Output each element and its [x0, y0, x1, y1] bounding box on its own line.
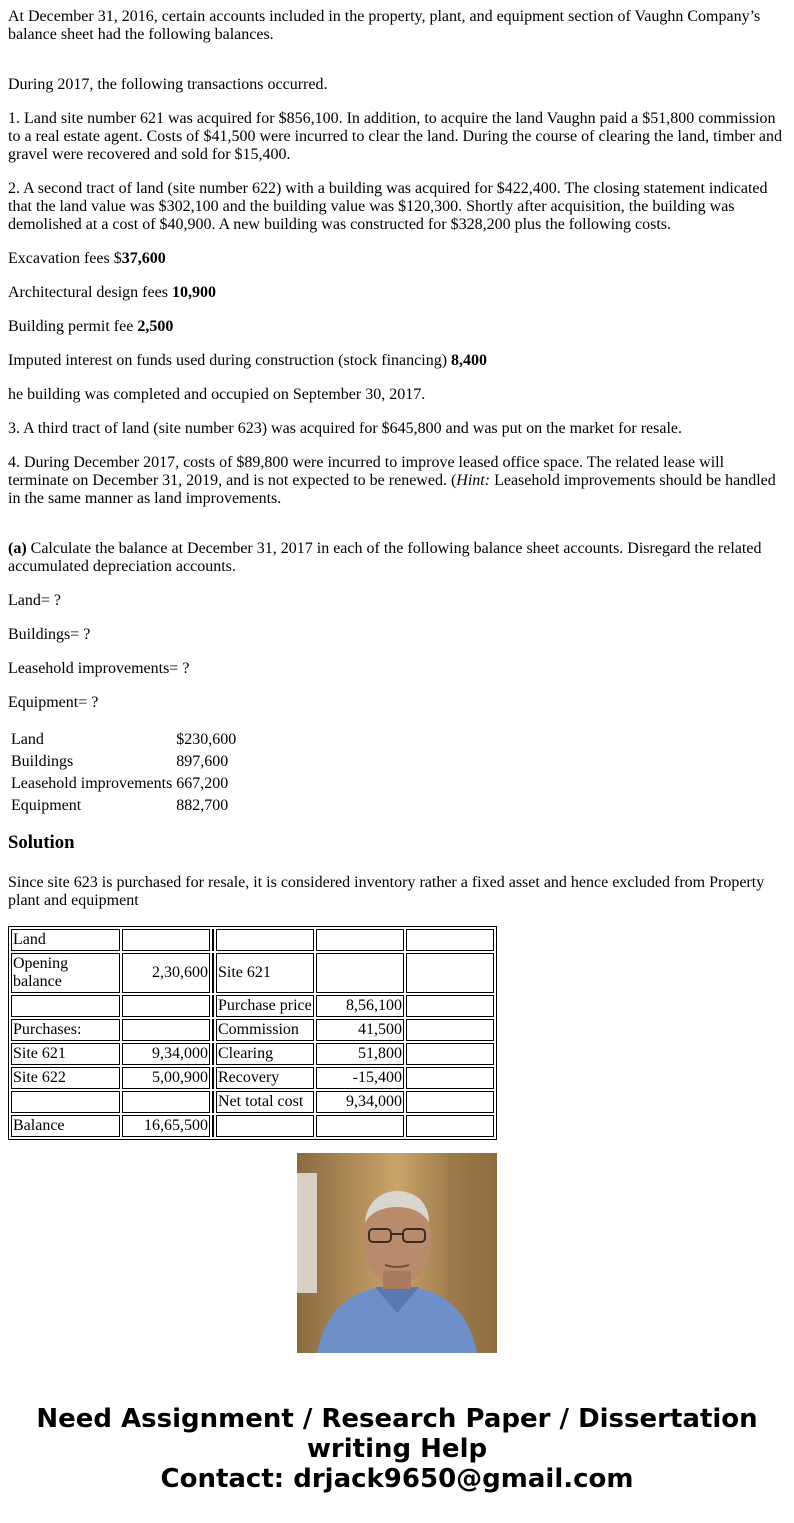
transactions-intro: During 2017, the following transactions occurred. [8, 76, 328, 93]
cost-architectural: Architectural design fees 10,900 [8, 284, 216, 301]
land-ledger-table [8, 926, 497, 1140]
table-row: Balance 16,65,500 [11, 1115, 494, 1137]
document-body [8, 8, 786, 1134]
cost-excavation: Excavation fees $37,600 [8, 250, 166, 267]
solution-heading: Solution [8, 832, 75, 853]
balance-table [8, 728, 239, 818]
query-buildings: Buildings= ? [8, 626, 91, 643]
table-row: Net total cost 9,34,000 [11, 1091, 494, 1113]
promo-line-1: Need Assignment / Research Paper / Dissertation [36, 1404, 758, 1434]
promo-contact: Contact: drjack9650@gmail.com [160, 1464, 634, 1494]
portrait-image [297, 1153, 497, 1353]
table-row: Equipment 882,700 [11, 797, 229, 814]
avatar [297, 1153, 497, 1353]
promo-banner [0, 1404, 794, 1494]
table-row: Purchases: Commission 41,500 [11, 1019, 494, 1041]
transaction-4: 4. During December 2017, costs of $89,800 were incurred to improve leased office space. The related lease will terminate on December 31, 2019, and is not expected to be renewed. (Hint: Leasehold improvements should be handled in the same manner as land improvements. [8, 454, 776, 507]
transaction-3: 3. A third tract of land (site number 623) was acquired for $645,800 and was put on the market for resale. [8, 420, 683, 437]
cost-permit: Building permit fee 2,500 [8, 318, 174, 335]
table-row: Purchase price 8,56,100 [11, 995, 494, 1017]
query-land: Land= ? [8, 592, 61, 609]
ledger-viewport [8, 926, 786, 1134]
intro-paragraph: At December 31, 2016, certain accounts included in the property, plant, and equipment section of Vaughn Company’s balance sheet had the following balances. [8, 8, 761, 43]
table-row: Land $230,600 [11, 731, 237, 748]
promo-line-2: writing Help [306, 1434, 488, 1464]
table-row: Leasehold improvements 667,200 [11, 775, 229, 792]
table-row: Site 622 5,00,900 Recovery -15,400 [11, 1067, 494, 1089]
transaction-2: 2. A second tract of land (site number 622) with a building was acquired for $422,400. The closing statement indicated that the land value was $302,100 and the building value was $120,300. Shortly after acquisition, the building was demolished at a cost of $40,900. A new building was constructed for $328,200 plus the following costs. [8, 180, 768, 233]
table-row: Site 621 9,34,000 Clearing 51,800 [11, 1043, 494, 1065]
query-equipment: Equipment= ? [8, 694, 99, 711]
cost-interest: Imputed interest on funds used during construction (stock financing) 8,400 [8, 352, 488, 369]
question-paragraph: (a) Calculate the balance at December 31, 2017 in each of the following balance sheet accounts. Disregard the related accumulated depreciation accounts. [8, 540, 762, 575]
table-row: Opening balance 2,30,600 Site 621 [11, 953, 494, 993]
solution-text: Since site 623 is purchased for resale, it is considered inventory rather a fixed asset and hence excluded from Property plant and equipment [8, 874, 765, 909]
completion-note: he building was completed and occupied on September 30, 2017. [8, 386, 426, 403]
table-row: Buildings 897,600 [11, 753, 229, 770]
table-row: Land [11, 929, 494, 951]
transaction-1: 1. Land site number 621 was acquired for $856,100. In addition, to acquire the land Vaughn paid a $51,800 commission to a real estate agent. Costs of $41,500 were incurred to clear the land. During the course of clearing the land, timber and gravel were recovered and sold for $15,400. [8, 110, 782, 163]
query-leasehold: Leasehold improvements= ? [8, 660, 190, 677]
